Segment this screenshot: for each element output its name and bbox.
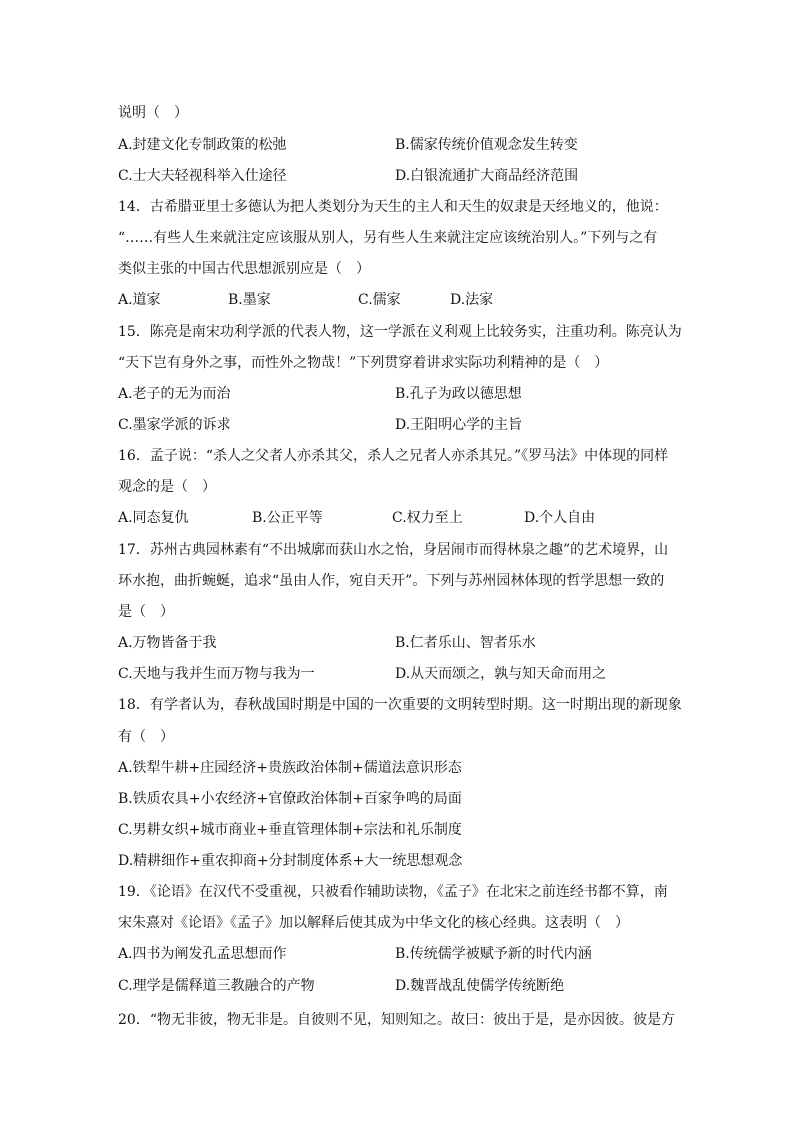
- q19-line-1: 19．《论语》在汉代不受重视，只被看作辅助读物，《孟子》在北宋之前连经书都不算，南: [118, 884, 668, 900]
- q17-line-2: 环水抱，曲折蜿蜒，追求“虽由人作，宛自天开”。下列与苏州园林体现的哲学思想一致的: [118, 573, 665, 589]
- q17-line-1: 17．苏州古典园林素有“不出城廓而获山水之怡，身居闹市而得林泉之趣”的艺术境界，山: [118, 542, 669, 558]
- q16-option-a: A.同态复仇: [118, 510, 189, 526]
- q18-line-1: 18．有学者认为，春秋战国时期是中国的一次重要的文明转型时期。这一时期出现的新现象: [118, 697, 682, 713]
- q13-option-b: B.儒家传统价值观念发生转变: [395, 137, 578, 153]
- q14-option-b: B.墨家: [228, 292, 271, 308]
- q19-option-d: D.魏晋战乱使儒学传统断绝: [395, 978, 565, 994]
- q16-option-b: B.公正平等: [252, 510, 323, 526]
- q19-line-2: 宋朱熹对《论语》《孟子》加以解释后使其成为中华文化的核心经典。这表明（ ）: [118, 915, 629, 931]
- q18-option-d: D.精耕细作+重农抑商+分封制度体系+大一统思想观念: [118, 853, 463, 869]
- q18-option-b: B.铁质农具+小农经济+官僚政治体制+百家争鸣的局面: [118, 791, 462, 807]
- q13-option-d: D.白银流通扩大商品经济范围: [395, 168, 579, 184]
- q17-option-c: C.天地与我并生而万物与我为一: [118, 666, 315, 682]
- q17-line-3: 是（ ）: [118, 604, 174, 620]
- q17-option-b: B.仁者乐山、智者乐水: [395, 635, 536, 651]
- q19-option-c: C.理学是儒释道三教融合的产物: [118, 978, 315, 994]
- q15-option-c: C.墨家学派的诉求: [118, 417, 231, 433]
- q20-line-1: 20．“物无非彼，物无非是。自彼则不见，知则知之。故曰：彼出于是，是亦因彼。彼是方: [118, 1012, 675, 1028]
- q18-option-a: A.铁犁牛耕+庄园经济+贵族政治体制+儒道法意识形态: [118, 760, 462, 776]
- q17-option-a: A.万物皆备于我: [118, 635, 217, 651]
- q14-option-c: C.儒家: [358, 292, 401, 308]
- q18-line-2: 有（ ）: [118, 729, 174, 745]
- q15-option-a: A.老子的无为而治: [118, 386, 231, 402]
- q14-option-a: A.道家: [118, 292, 161, 308]
- q14-line-2: “……有些人生来就注定应该服从别人，另有些人生来就注定应该统治别人。”下列与之有: [118, 230, 658, 246]
- q15-option-b: B.孔子为政以德思想: [395, 386, 522, 402]
- q17-option-d: D.从天而颂之，孰与知天命而用之: [395, 666, 607, 682]
- q15-line-1: 15．陈亮是南宋功利学派的代表人物，这一学派在义利观上比较务实，注重功利。陈亮认为: [118, 324, 682, 340]
- q15-line-2: “天下岂有身外之事，而性外之物哉！”下列贯穿着讲求实际功利精神的是（ ）: [118, 355, 609, 371]
- q15-option-d: D.王阳明心学的主旨: [395, 417, 523, 433]
- q14-option-d: D.法家: [450, 292, 494, 308]
- q19-option-a: A.四书为阐发孔孟思想而作: [118, 946, 287, 962]
- q16-option-c: C.权力至上: [392, 510, 463, 526]
- q13-option-a: A.封建文化专制政策的松弛: [118, 137, 287, 153]
- q14-line-1: 14．古希腊亚里士多德认为把人类划分为天生的主人和天生的奴隶是天经地义的，他说：: [118, 199, 668, 215]
- q18-option-c: C.男耕女织+城市商业+垂直管理体制+宗法和礼乐制度: [118, 822, 462, 838]
- q13-stem-end: 说明（ ）: [118, 105, 188, 121]
- q14-line-3: 类似主张的中国古代思想派别应是（ ）: [118, 261, 370, 277]
- q19-option-b: B.传统儒学被赋予新的时代内涵: [395, 946, 592, 962]
- q16-line-2: 观念的是（ ）: [118, 479, 216, 495]
- q16-option-d: D.个人自由: [524, 510, 596, 526]
- q16-line-1: 16．孟子说：“杀人之父者人亦杀其父，杀人之兄者人亦杀其兄。”《罗马法》中体现的同样: [118, 448, 669, 464]
- q13-option-c: C.士大夫轻视科举入仕途径: [118, 168, 287, 184]
